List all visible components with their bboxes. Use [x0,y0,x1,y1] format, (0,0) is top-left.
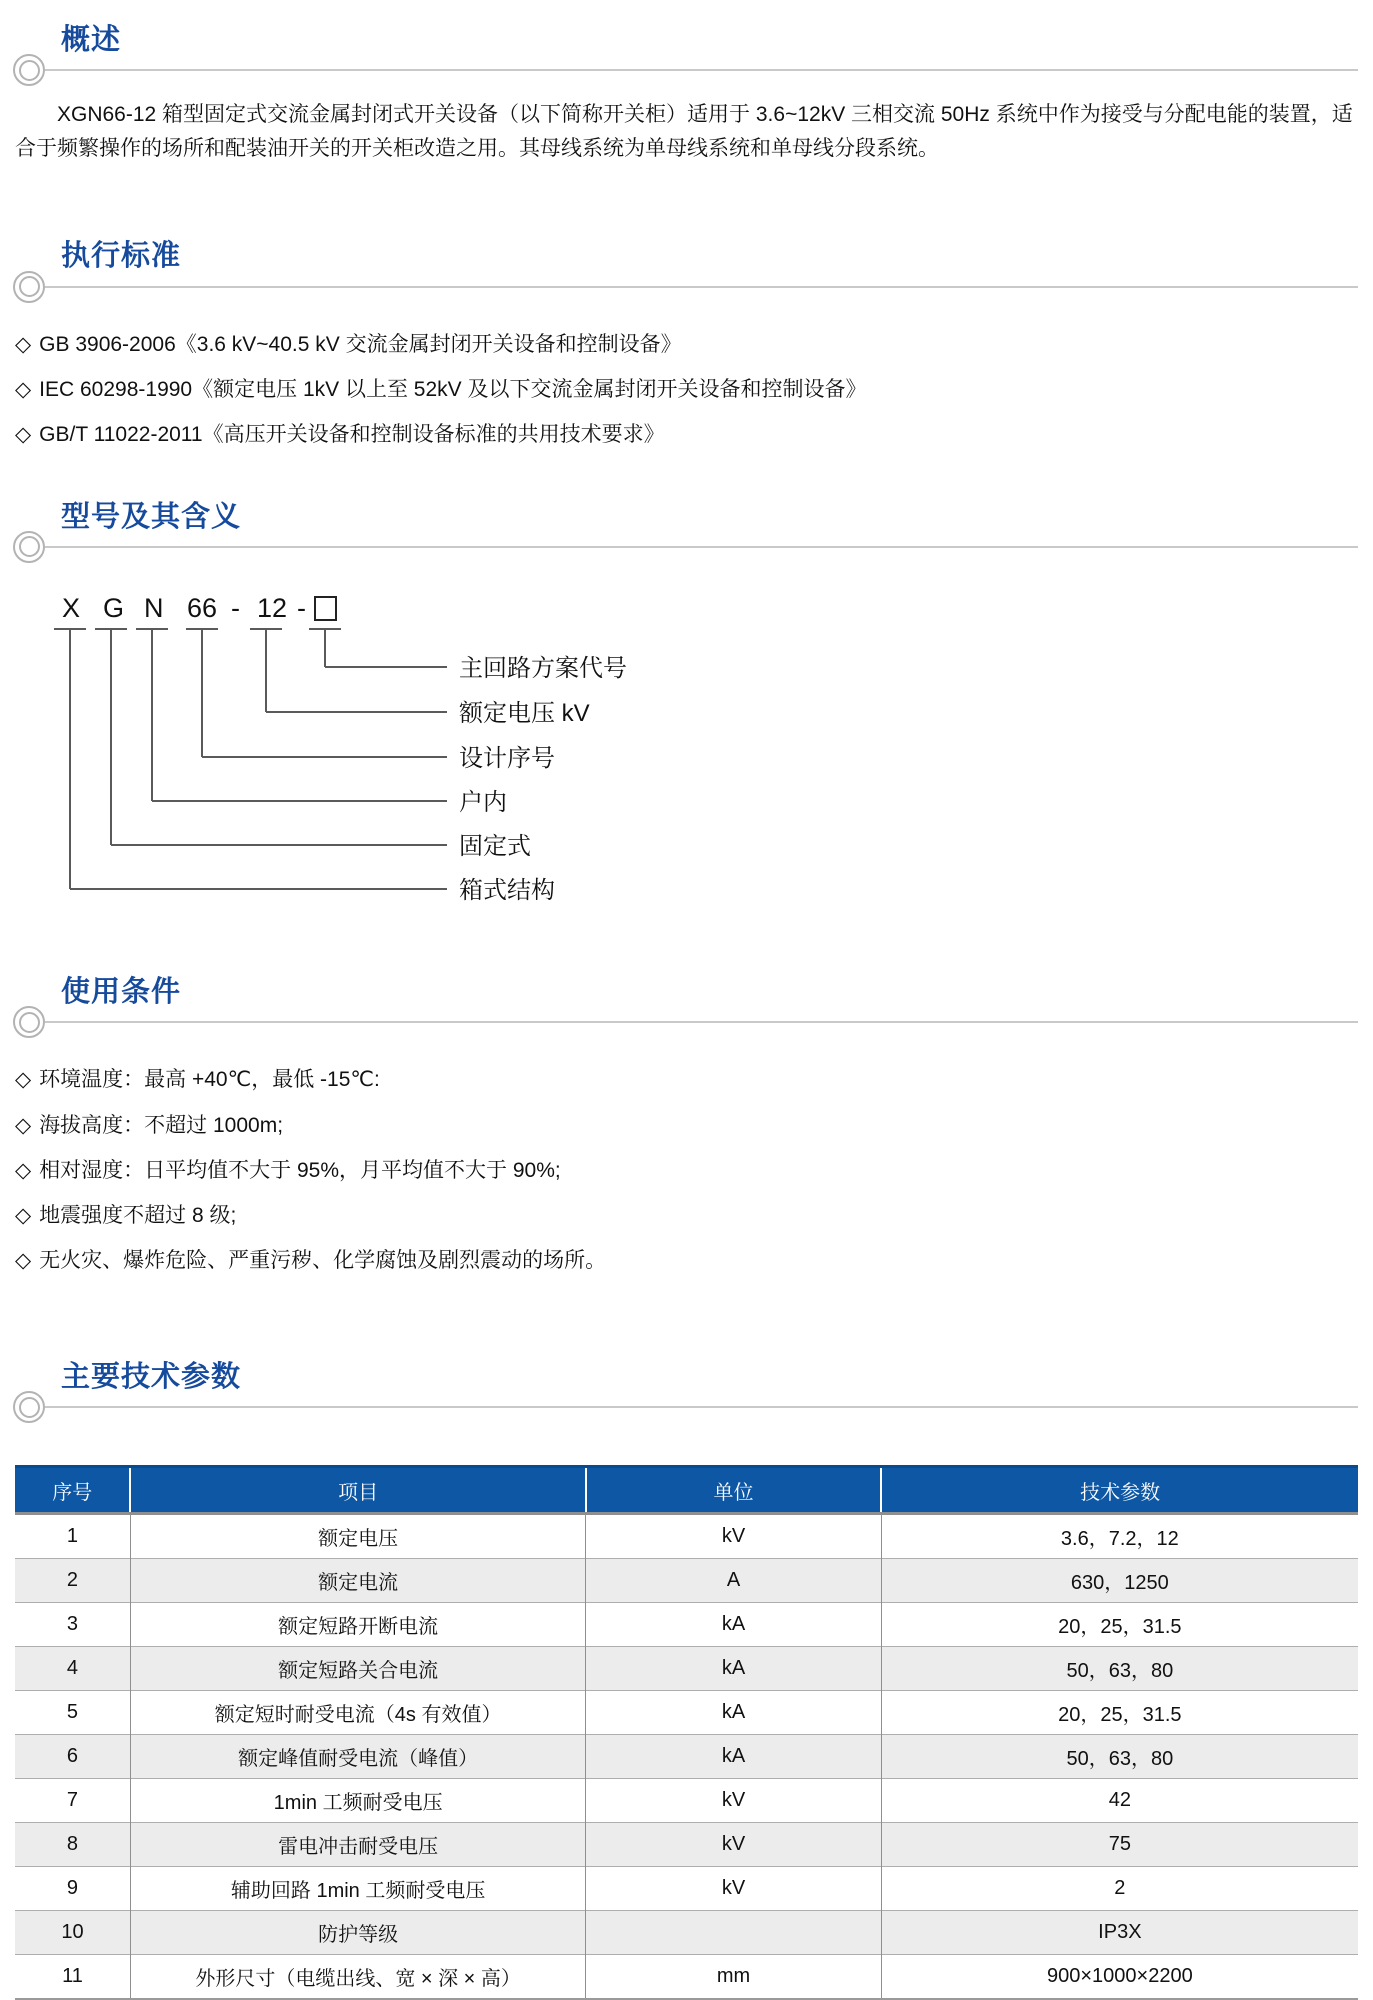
table-row [15,1514,1358,1559]
table-cell: kA [586,1647,881,1691]
table-header-cell: 技术参数 [881,1467,1358,1514]
divider-line [45,69,1358,71]
table-cell: 50，63，80 [881,1735,1358,1779]
model-label: 主回路方案代号 [459,654,627,682]
table-cell: 20，25，31.5 [881,1691,1358,1735]
table-cell: 9 [15,1867,130,1911]
divider-line [45,1021,1358,1023]
model-box-placeholder [315,597,336,620]
diamond-bullet-icon: ◇ [15,1068,32,1092]
table-cell: 2 [881,1867,1358,1911]
model-label: 额定电压 kV [459,699,590,727]
table-cell: 额定短时耐受电流（4s 有效值） [130,1691,585,1735]
model-label: 固定式 [459,832,531,860]
table-body [15,1514,1358,2000]
overview-paragraph: XGN66-12 箱型固定式交流金属封闭式开关设备（以下简称开关柜）适用于 3.6~12kV 三相交流 50Hz 系统中作为接受与分配电能的装置，适合于频繁操作的场所和配装油开关的开关柜改造之用。其母线系统为单母线系统和单母线分段系统。 [15,103,1353,161]
divider-line [45,546,1358,548]
table-cell [586,1911,881,1955]
table-header-row [15,1467,1358,1514]
table-cell: 6 [15,1735,130,1779]
table-cell: kA [586,1735,881,1779]
table-cell: 20，25，31.5 [881,1603,1358,1647]
standard-item-text: GB/T 11022-2011《高压开关设备和控制设备标准的共用技术要求》 [39,423,665,447]
diamond-bullet-icon: ◇ [15,1113,32,1137]
table-cell: 7 [15,1779,130,1823]
table-row [15,1647,1358,1691]
table-row [15,1603,1358,1647]
condition-item-text: 环境温度：最高 +40℃，最低 -15℃: [39,1068,380,1092]
standards-list [15,331,1358,449]
section-marker-ring-icon [13,531,45,563]
model-code-char: N [144,592,164,623]
table-row [15,1735,1358,1779]
table-row [15,1911,1358,1955]
table-header-cell: 单位 [586,1467,881,1514]
table-cell: 630，1250 [881,1559,1358,1603]
section-divider [13,1004,1358,1040]
section-divider [13,1389,1358,1425]
section-marker-ring-icon [13,1391,45,1423]
condition-item-text: 无火灾、爆炸危险、严重污秽、化学腐蚀及剧烈震动的场所。 [39,1249,607,1273]
table-cell: 10 [15,1911,130,1955]
condition-item [15,1066,1358,1093]
condition-item [15,1247,1358,1274]
model-code-char: 66 [187,592,218,623]
section-marker-ring-icon [13,271,45,303]
table-row [15,1779,1358,1823]
table-row [15,1691,1358,1735]
standard-item [15,376,1358,403]
table-row [15,1867,1358,1911]
section-marker-ring-icon [13,1006,45,1038]
parameters-table-wrap [15,1465,1358,2000]
table-cell: 8 [15,1823,130,1867]
table-row [15,1955,1358,2000]
table-cell: 1 [15,1514,130,1559]
section-title-parameters: 主要技术参数 [61,1360,242,1393]
section-conditions [15,976,1358,1275]
condition-item [15,1157,1358,1184]
table-cell: 雷电冲击耐受电压 [130,1823,585,1867]
table-cell: 900×1000×2200 [881,1955,1358,2000]
table-cell: IP3X [881,1911,1358,1955]
table-cell: 防护等级 [130,1911,585,1955]
table-cell: 额定短路开断电流 [130,1603,585,1647]
standard-item [15,331,1358,358]
table-cell: kV [586,1823,881,1867]
diamond-bullet-icon: ◇ [15,378,32,402]
section-divider [13,529,1358,565]
condition-item [15,1202,1358,1229]
diamond-bullet-icon: ◇ [15,1204,32,1228]
table-cell: 1min 工频耐受电压 [130,1779,585,1823]
model-code-char: - [297,592,306,623]
table-header-cell: 项目 [130,1467,585,1514]
condition-item [15,1112,1358,1139]
diamond-bullet-icon: ◇ [15,1249,32,1273]
table-cell: 2 [15,1559,130,1603]
model-code-char: G [103,592,125,623]
model-label: 户内 [459,788,507,816]
table-cell: 50，63，80 [881,1647,1358,1691]
table-cell: kA [586,1691,881,1735]
diamond-bullet-icon: ◇ [15,1158,32,1182]
table-cell: 11 [15,1955,130,2000]
standard-item [15,421,1358,448]
table-cell: 3.6，7.2，12 [881,1514,1358,1559]
table-cell: 外形尺寸（电缆出线、宽 × 深 × 高） [130,1955,585,2000]
condition-item-text: 相对湿度：日平均值不大于 95%，月平均值不大于 90%; [39,1158,561,1182]
section-title-model: 型号及其含义 [61,500,242,533]
standard-item-text: IEC 60298-1990《额定电压 1kV 以上至 52kV 及以下交流金属封闭开关设备和控制设备》 [39,378,867,402]
table-cell: 额定短路关合电流 [130,1647,585,1691]
model-label: 箱式结构 [459,876,555,904]
diamond-bullet-icon: ◇ [15,423,32,447]
model-label: 设计序号 [459,744,555,772]
table-cell: 75 [881,1823,1358,1867]
table-cell: 额定电压 [130,1514,585,1559]
parameters-table [15,1465,1358,2000]
condition-item-text: 海拔高度：不超过 1000m; [39,1113,284,1137]
model-code-char: - [231,592,240,623]
table-cell: 42 [881,1779,1358,1823]
table-cell: 辅助回路 1min 工频耐受电压 [130,1867,585,1911]
section-title-conditions: 使用条件 [61,975,182,1008]
section-marker-ring-icon [13,54,45,86]
model-code-char: X [62,592,81,623]
condition-item-text: 地震强度不超过 8 级; [39,1204,237,1228]
table-cell: kV [586,1867,881,1911]
conditions-list [15,1066,1358,1274]
divider-line [45,286,1358,288]
table-row [15,1823,1358,1867]
table-cell: 5 [15,1691,130,1735]
standard-item-text: GB 3906-2006《3.6 kV~40.5 kV 交流金属封闭开关设备和控制设备》 [39,332,682,356]
section-standards [15,240,1358,448]
table-cell: 4 [15,1647,130,1691]
model-code-char: 12 [257,592,288,623]
document-body [0,24,1373,2000]
table-cell: 额定电流 [130,1559,585,1603]
section-parameters [15,1361,1358,2000]
table-cell: kV [586,1779,881,1823]
table-header-cell: 序号 [15,1467,130,1514]
section-overview [15,24,1358,166]
table-cell: kA [586,1603,881,1647]
section-model [15,501,1358,912]
table-cell: mm [586,1955,881,2000]
table-cell: A [586,1559,881,1603]
section-title-standards: 执行标准 [61,240,182,273]
model-code-diagram-wrap [15,587,1358,912]
section-divider [13,52,1358,88]
section-divider [13,269,1358,305]
table-cell: kV [586,1514,881,1559]
model-code-diagram [15,587,795,907]
divider-line [45,1406,1358,1408]
table-row [15,1559,1358,1603]
diamond-bullet-icon: ◇ [15,332,32,356]
table-cell: 3 [15,1603,130,1647]
table-cell: 额定峰值耐受电流（峰值） [130,1735,585,1779]
section-title-overview: 概述 [61,24,122,56]
